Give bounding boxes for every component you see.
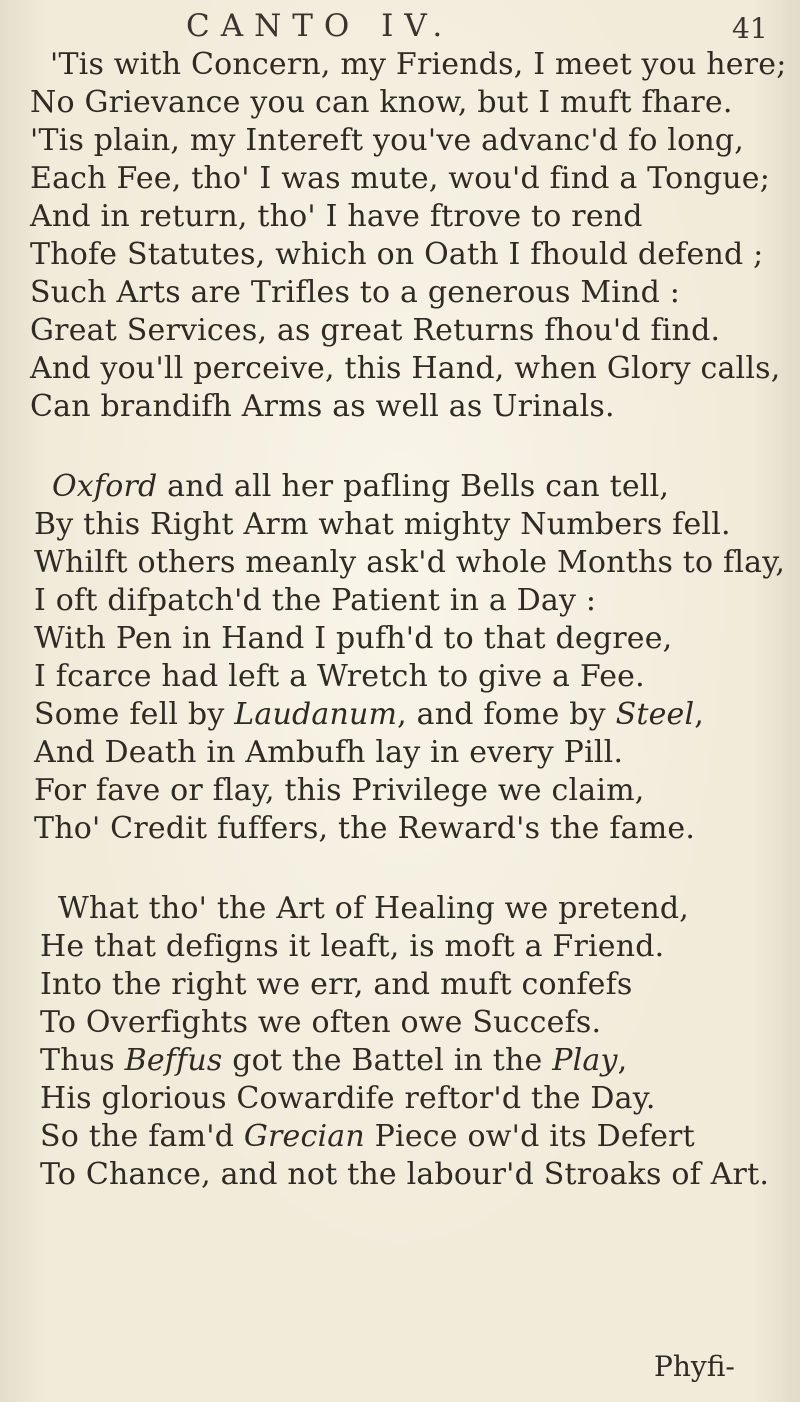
verse-line: Thofe Statutes, which on Oath I fhould defend ; [30,237,764,272]
page-number: 41 [732,12,768,45]
verse-line: To Chance, and not the labour'd Stroaks of Art. [40,1157,770,1192]
verse-line: No Grievance you can know, but I muft fhare. [30,85,733,120]
verse-line: And you'll perceive, this Hand, when Glory calls, [30,351,781,386]
page-header [0,6,800,46]
verse-line: Some fell by Laudanum, and fome by Steel, [34,697,705,732]
verse-line: By this Right Arm what mighty Numbers fell. [34,507,731,542]
verse-line: I oft difpatch'd the Patient in a Day : [34,583,597,618]
verse-line: 'Tis with Concern, my Friends, I meet you here; [50,47,787,82]
verse-line: Into the right we err, and muft confefs [40,967,633,1002]
verse-line: Each Fee, tho' I was mute, wou'd find a Tongue; [30,161,771,196]
verse-line: His glorious Cowardife reftor'd the Day. [40,1081,656,1116]
verse-line: I fcarce had left a Wretch to give a Fee. [34,659,645,694]
verse-line: Thus Beffus got the Battel in the Play, [40,1043,628,1078]
verse-line: What tho' the Art of Healing we pretend, [58,891,690,926]
verse-line: 'Tis plain, my Intereft you've advanc'd fo long, [30,123,745,158]
verse-line: For fave or flay, this Privilege we claim, [34,773,645,808]
verse-line: Can brandifh Arms as well as Urinals. [30,389,615,424]
catchword: Phyfi- [654,1350,735,1383]
verse-line: He that defigns it leaft, is moft a Friend. [40,929,665,964]
verse-line: And Death in Ambufh lay in every Pill. [34,735,624,770]
verse-line: And in return, tho' I have ftrove to rend [30,199,643,234]
verse-line: With Pen in Hand I pufh'd to that degree, [34,621,673,656]
running-head: CANTO IV. [186,8,454,44]
verse-line: Tho' Credit fuffers, the Reward's the fame. [34,811,696,846]
verse-line: Great Services, as great Returns fhou'd find. [30,313,721,348]
verse-line: To Overfights we often owe Succefs. [40,1005,602,1040]
verse-line: So the fam'd Grecian Piece ow'd its Defert [40,1119,695,1154]
verse-line: Oxford and all her pafling Bells can tell, [52,469,670,504]
verse-line: Such Arts are Trifles to a generous Mind : [30,275,681,310]
verse-line: Whilft others meanly ask'd whole Months to flay, [34,545,786,580]
